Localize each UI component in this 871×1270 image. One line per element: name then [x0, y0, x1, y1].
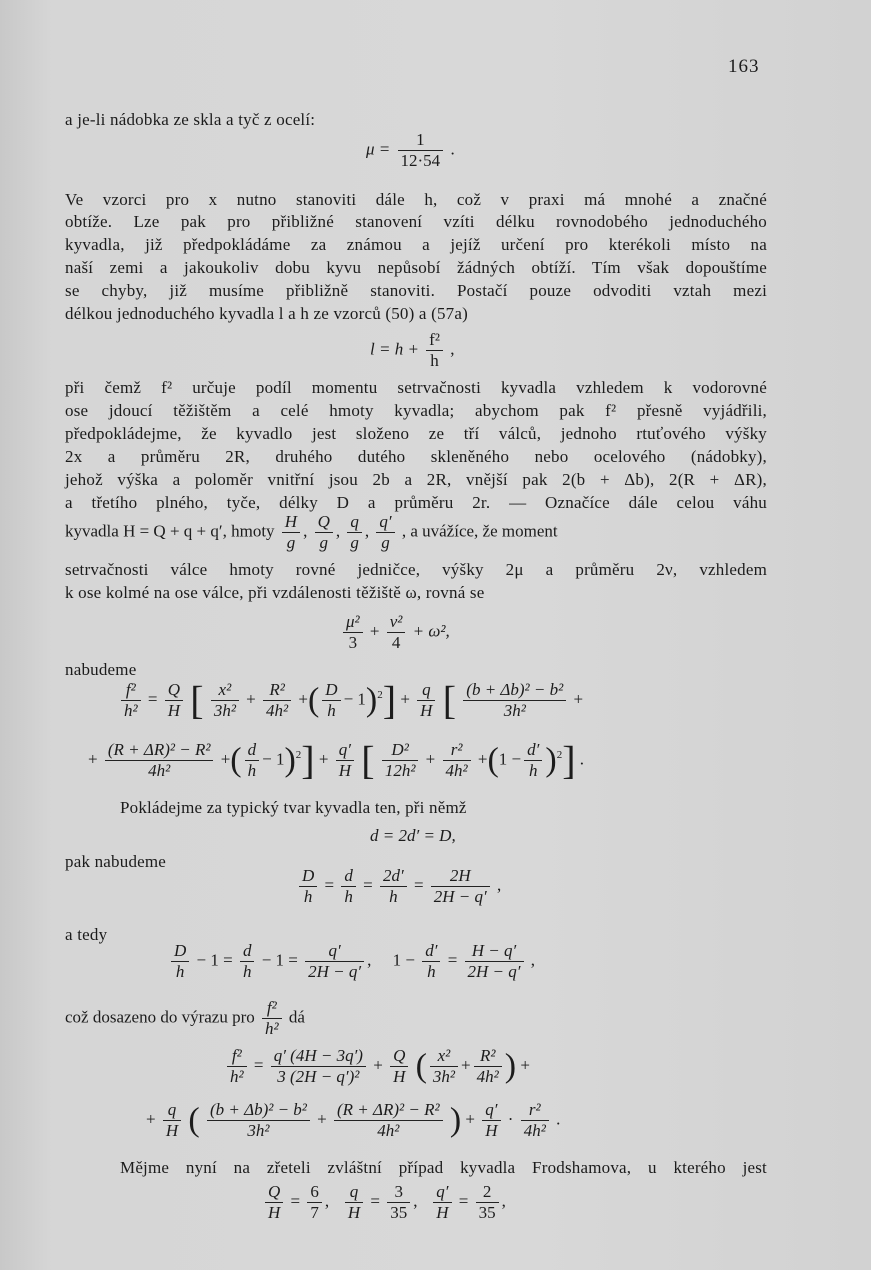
- text-line: a třetího plného, tyče, délky D a průměru 2r. — Označíce dále celou váhu: [65, 493, 767, 512]
- text-line: a je-li nádobka ze skla a tyč z ocelí:: [65, 110, 316, 129]
- equation-result-line2: + $\frac{q}{H}$ ( $\frac{\text{(b + Δb)² − b²}}{\text{3h²}}$ + $\frac{\text{(R + ΔR)² − R²}}{\text{4h²}}$ ) + $\frac{q'}{H}$ · $\frac{\text{r²}}{\text{4h²}}$ .: [146, 1100, 561, 1140]
- equation-mu: μ = $\frac{1}{12\cdot 54}$ .: [366, 130, 455, 170]
- text-line: Mějme nyní na zřeteli zvláštní případ kyvadla Frodshamova, u kterého jest: [120, 1158, 767, 1177]
- text-line: při čemž f² určuje podíl momentu setrvačnosti kyvadla vzhledem k vodorovné: [65, 378, 767, 397]
- equation-ratio: $\frac{D}{h}$ = $\frac{d}{h}$ = $\frac{2d'}{h}$ = $\frac{2H}{2H - q'}$ ,: [296, 866, 501, 907]
- text-line-with-fractions: kyvadla H = Q + q + q′, hmoty $\frac{H}{g}$ , $\frac{Q}{g}$ , $\frac{q}{g}$ , $\frac{q'}{g}$ , a uvážíce, že moment: [65, 512, 558, 552]
- text-line: pak nabudeme: [65, 852, 167, 871]
- text-line-with-fraction: což dosazeno do výrazu pro $\frac{\text{f²}}{\text{h²}}$ dá: [65, 998, 305, 1038]
- text-line: jehož výška a poloměr vnitřní jsou 2b a 2R, vnější pak 2(b + Δb), 2(R + ΔR),: [65, 470, 767, 489]
- equation-result-line1: $\frac{\text{f²}}{\text{h²}}$ = $\frac{q' (4H - 3q')}{\text{3 (2H − q′)²}}$ + $\frac{Q}{H}$ ( $\frac{\text{x²}}{\text{3h²}}$ + $\frac{\text{R²}}{\text{4h²}}$ ) +: [224, 1046, 530, 1087]
- text-line: kyvadla, již předpokládáme za známou a jejíž určení pro kterékoli místo na: [65, 235, 767, 254]
- text-line: Pokládejme za typický tvar kyvadla ten, při němž: [120, 798, 467, 817]
- text-line: délkou jednoduchého kyvadla l a h ze vzorců (50) a (57a): [65, 304, 468, 323]
- text-line: 2x a průměru 2R, druhého dutého skleněného nebo ocelového (nádobky),: [65, 447, 767, 466]
- text-line: k ose kolmé na ose válce, při vzdálenosti těžiště ω, rovná se: [65, 583, 485, 602]
- text-line: nabudeme: [65, 660, 137, 679]
- equation-tedy: $\frac{D}{h}$ − 1 = $\frac{d}{h}$ − 1 = $\frac{q'}{2H - q'}$ , 1 − $\frac{d'}{h}$ = $\frac{H - q'}{2H - q'}$ ,: [168, 941, 535, 982]
- equation-moment: $\frac{\text{μ²}}{3}$ + $\frac{\text{ν²}}{4}$ + ω²,: [340, 612, 450, 653]
- equation-f2-line2: + $\frac{\text{(R + ΔR)² − R²}}{\text{4h²}}$ +( $\frac{d}{h}$ − 1)$^2$] + $\frac{q'}{H}$ [ $\frac{\text{D²}}{\text{12h²}}$ + $\frac{\text{r²}}{\text{4h²}}$ +(1 − $\frac{d'}{h}$ )$^2$] .: [88, 737, 585, 783]
- equation-frodsham: $\frac{Q}{H}$ = $\frac{6}{7}$ , $\frac{q}{H}$ = $\frac{3}{35}$ , $\frac{q'}{H}$ = $\frac{2}{35}$ ,: [262, 1182, 506, 1223]
- equation-f2-line1: $\frac{\text{f²}}{\text{h²}}$ = $\frac{Q}{H}$ [ $\frac{\text{x²}}{\text{3h²}}$ + $\frac{\text{R²}}{\text{4h²}}$ +( $\frac{D}{h}$ − 1)$^2$] + $\frac{q}{H}$ [ $\frac{\text{(b + Δb)² − b²}}{\text{3h²}}$ +: [118, 680, 583, 721]
- text-line: a tedy: [65, 925, 108, 944]
- text-line: setrvačnosti válce hmoty rovné jedničce, výšky 2μ a průměru 2ν, vzhledem: [65, 560, 767, 579]
- page-number: 163: [728, 56, 760, 77]
- equation-d: d = 2d′ = D,: [370, 826, 456, 845]
- text-line: naší zemi a jakoukoliv dobu kyvu nepůsobí žádných obtíží. Tím však dopouštíme: [65, 258, 767, 277]
- equation-l: l = h + $\frac{\text{f²}}{h}$ ,: [370, 330, 455, 370]
- text-line: ose jdoucí těžištěm a celé hmoty kyvadla; abychom pak f² přesně vyjádřili,: [65, 401, 767, 420]
- text-line: obtíže. Lze pak pro přibližné stanovení vzíti délku rovnodobého jednoduchého: [65, 212, 767, 231]
- text-line: Ve vzorci pro x nutno stanoviti dále h, což v praxi má mnohé a značné: [65, 190, 767, 209]
- text-line: předpokládejme, že kyvadlo jest složeno ze tří válců, jednoho rtuťového výšky: [65, 424, 767, 443]
- text-line: se chyby, již musíme přibližně stanoviti. Postačí pouze odvoditi vztah mezi: [65, 281, 767, 300]
